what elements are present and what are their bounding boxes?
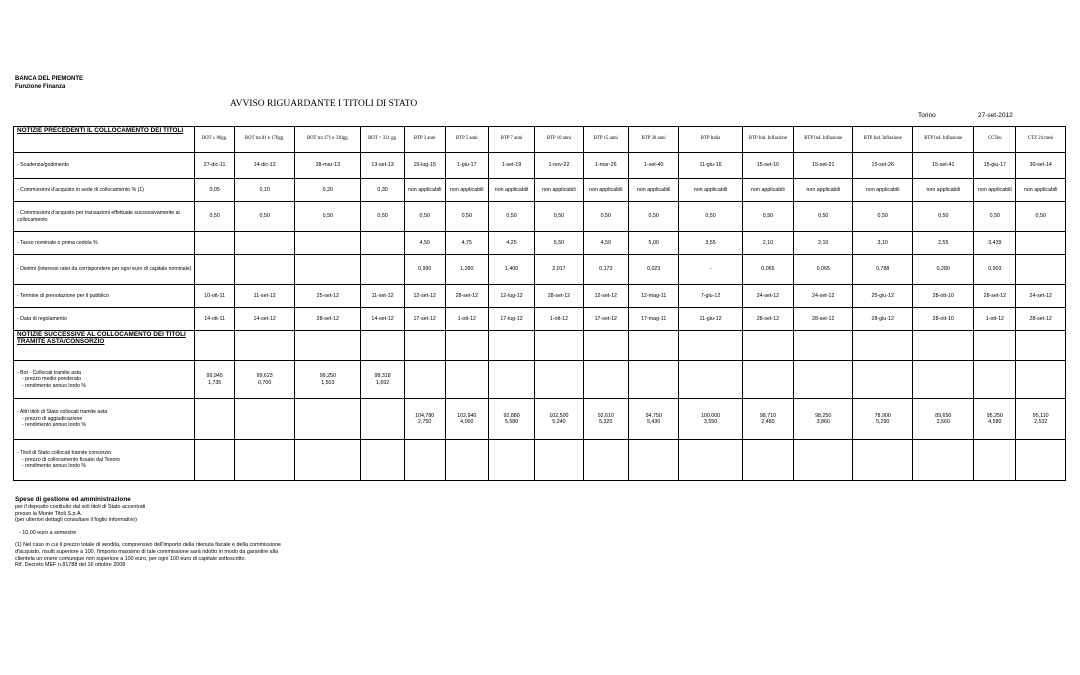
table-cell: 3,439 xyxy=(974,232,1016,255)
table-cell xyxy=(361,232,404,255)
table-cell: 0,50 xyxy=(535,202,583,232)
footnote-line: Rif. Decreto MEF n.81788 del 16 ottobre 2008 xyxy=(15,562,126,569)
table-cell xyxy=(1016,255,1066,285)
yield-value: 2,560 xyxy=(936,419,950,425)
table-cell: 17-lug-12 xyxy=(488,308,534,331)
price-value: 100,000 xyxy=(700,412,721,419)
column-header: BOT ≤ 80gg. xyxy=(195,127,235,153)
table-cell: 15-set-16 xyxy=(742,153,794,179)
table-cell xyxy=(628,331,679,361)
table-cell: 0,990 xyxy=(404,255,445,285)
table-cell: 0,903 xyxy=(974,255,1016,285)
table-cell: 14-set-12 xyxy=(361,308,404,331)
table-cell: 24-set-12 xyxy=(794,285,853,308)
table-cell: 28-set-12 xyxy=(535,285,583,308)
price-value: 95,250 xyxy=(986,412,1003,419)
table-cell xyxy=(404,399,445,440)
table-cell: 12-lug-12 xyxy=(488,285,534,308)
table-cell: 12-mag-11 xyxy=(628,285,679,308)
table-cell xyxy=(583,440,628,481)
yield-value: 5,290 xyxy=(876,419,890,425)
row-label xyxy=(14,361,195,399)
yield-value: 1,735 xyxy=(208,379,222,386)
table-cell xyxy=(235,331,295,361)
price-value: 98,710 xyxy=(759,412,777,419)
table-cell: 1-giu-17 xyxy=(445,153,488,179)
row-label-text: - Titoli di Stato collocati tramite consorzio xyxy=(17,450,111,457)
row-label-text: - Altri titoli di Stato collocati tramite asta xyxy=(17,409,108,416)
row-sublabel: - rendimento annuo lordo % xyxy=(22,382,87,389)
price-value: 99,250 xyxy=(319,373,336,380)
row-label-text: - Bot - Collocati tramite asta xyxy=(17,369,82,376)
table-cell: non applicabili xyxy=(488,179,534,202)
yield-value: 2,480 xyxy=(761,419,775,425)
table-cell: 28-set-12 xyxy=(1016,308,1066,331)
table-cell: 0,50 xyxy=(235,202,295,232)
table-cell: 0,50 xyxy=(628,202,679,232)
table-cell xyxy=(235,440,295,481)
table-cell: 0,10 xyxy=(235,179,295,202)
table-cell: 28-ott-10 xyxy=(913,285,974,308)
table-cell: 24-set-12 xyxy=(742,285,794,308)
table-cell xyxy=(628,399,679,440)
column-header: BTP 15 anni xyxy=(583,127,628,153)
table-cell: 2,55 xyxy=(913,232,974,255)
table-cell xyxy=(488,440,534,481)
row-label: - Data di regolamento xyxy=(14,308,195,331)
table-cell: 0,20 xyxy=(295,179,361,202)
notes-section xyxy=(15,496,375,569)
price-value: 102,500 xyxy=(549,412,569,419)
column-header: BOT tra 81 e 170gg. xyxy=(235,127,295,153)
table-cell: 28-mar-13 xyxy=(295,153,361,179)
table-cell: 30-set-14 xyxy=(1016,153,1066,179)
table-cell: non applicabili xyxy=(794,179,853,202)
column-header: BTP 7 anni xyxy=(488,127,534,153)
table-cell: non applicabili xyxy=(913,179,974,202)
table-cell: non applicabili xyxy=(445,179,488,202)
column-header: CCTeu xyxy=(974,127,1016,153)
column-header: BTP Ind. Inflazione xyxy=(794,127,853,153)
table-cell: 0,023 xyxy=(628,255,679,285)
row-sublabel: - rendimento annuo lordo % xyxy=(22,463,87,470)
table-cell: 0,50 xyxy=(974,202,1016,232)
table-cell xyxy=(974,331,1016,361)
table-cell xyxy=(913,331,974,361)
document-date: 27-set-2012 xyxy=(978,112,1013,119)
table-cell: 28-set-12 xyxy=(794,308,853,331)
table-cell xyxy=(195,255,235,285)
table-cell: non applicabili xyxy=(535,179,583,202)
column-header: BOT > 331 gg. xyxy=(361,127,404,153)
table-cell: 17-set-12 xyxy=(404,308,445,331)
table-cell xyxy=(794,331,853,361)
table-cell xyxy=(535,399,583,440)
table-cell: 17-set-12 xyxy=(583,308,628,331)
row-label: - Termine di prenotazione per il pubblico xyxy=(14,285,195,308)
securities-table xyxy=(13,126,1066,481)
table-cell: 25-set-12 xyxy=(295,285,361,308)
table-cell: 0,05 xyxy=(195,179,235,202)
table-cell xyxy=(1016,331,1066,361)
table-cell xyxy=(361,255,404,285)
column-header: BTP Italia xyxy=(679,127,742,153)
column-header: BTP Ind. Inflazione xyxy=(853,127,913,153)
table-cell: 1-ott-12 xyxy=(535,308,583,331)
table-cell: 1-mar-26 xyxy=(583,153,628,179)
yield-value: 3,550 xyxy=(703,419,718,425)
table-cell: 2,017 xyxy=(535,255,583,285)
management-fee: - 10,00 euro a semestre xyxy=(19,529,77,536)
table-row xyxy=(14,153,1066,179)
table-cell: 12-set-12 xyxy=(404,285,445,308)
price-value: 99,945 xyxy=(206,373,223,380)
table-cell xyxy=(404,331,445,361)
price-value: 102,940 xyxy=(457,412,477,419)
table-cell xyxy=(535,331,583,361)
table-cell: 0,50 xyxy=(488,202,534,232)
table-cell: 15-set-21 xyxy=(794,153,853,179)
table-row xyxy=(14,440,1066,481)
table-cell xyxy=(742,440,794,481)
table-cell xyxy=(295,331,361,361)
price-value: 98,250 xyxy=(815,412,832,419)
place-label: Torino xyxy=(918,112,936,119)
row-label: - Commissioni d'acquisto per transazioni effettuate successivamente al collocamento xyxy=(14,202,195,232)
price-value: 99,623 xyxy=(256,373,273,380)
table-cell xyxy=(535,361,583,399)
table-cell: 28-set-12 xyxy=(742,308,794,331)
table-row xyxy=(14,179,1066,202)
footnote-line: d'acquisto, risulti superiore a 100, l'importo massimo di tale commissione sarà ridotto in modo da garantire alla xyxy=(15,548,279,555)
table-cell: 1-ott-12 xyxy=(974,308,1016,331)
table-cell xyxy=(445,331,488,361)
notes-line: presso la Monte Titoli S.p.A. xyxy=(15,510,83,517)
table-cell: 11-giu-16 xyxy=(679,153,742,179)
table-cell: 14-set-12 xyxy=(235,308,295,331)
column-header: BTP Ind. Inflazione xyxy=(913,127,974,153)
table-cell xyxy=(742,331,794,361)
table-cell: 0,30 xyxy=(361,179,404,202)
table-cell xyxy=(295,399,361,440)
column-header: CTZ 24 mesi xyxy=(1016,127,1066,153)
price-value: 92,610 xyxy=(597,412,614,419)
table-cell xyxy=(195,232,235,255)
table-cell xyxy=(742,361,794,399)
table-cell: 15-lug-15 xyxy=(404,153,445,179)
table-cell: 0,50 xyxy=(1016,202,1066,232)
table-cell: 14-dic-12 xyxy=(235,153,295,179)
table-cell xyxy=(235,255,295,285)
table-cell: 28-set-12 xyxy=(295,308,361,331)
table-cell: 0,50 xyxy=(853,202,913,232)
table-cell xyxy=(628,361,679,399)
yield-value: 2,532 xyxy=(1034,419,1048,425)
table-cell xyxy=(794,440,853,481)
table-cell xyxy=(235,399,295,440)
yield-value: 4,000 xyxy=(460,419,474,425)
section-title: NOTIZIE PRECEDENTI IL COLLOCAMENTO DEI TITOLI xyxy=(14,127,195,153)
yield-value: 3,860 xyxy=(816,419,830,425)
table-row xyxy=(14,361,1066,399)
table-cell xyxy=(853,399,913,440)
table-cell: 14-ott-11 xyxy=(195,308,235,331)
table-cell xyxy=(235,361,295,399)
table-cell: 0,065 xyxy=(742,255,794,285)
price-value: 95,110 xyxy=(1032,412,1049,419)
table-cell: 2,10 xyxy=(742,232,794,255)
column-header: BTP 5 anni xyxy=(445,127,488,153)
table-cell xyxy=(853,440,913,481)
column-header: BTP Ind. Inflazione xyxy=(742,127,794,153)
table-cell: 28-set-12 xyxy=(974,285,1016,308)
price-value: 92,880 xyxy=(503,412,520,419)
table-cell: 0,50 xyxy=(742,202,794,232)
table-cell: 0,50 xyxy=(679,202,742,232)
table-cell: non applicabili xyxy=(974,179,1016,202)
yield-value: 5,240 xyxy=(552,419,566,425)
table-cell: 0,50 xyxy=(195,202,235,232)
table-cell xyxy=(679,361,742,399)
column-header: BTP 10 anni xyxy=(535,127,583,153)
table-cell: 11-set-12 xyxy=(235,285,295,308)
table-cell: 1-set-40 xyxy=(628,153,679,179)
table-cell xyxy=(913,440,974,481)
table-cell: 0,50 xyxy=(445,202,488,232)
table-cell: 4,50 xyxy=(404,232,445,255)
table-cell xyxy=(853,361,913,399)
row-sublabel: - prezzo di aggiudicazione xyxy=(22,415,83,422)
table-cell: non applicabili xyxy=(853,179,913,202)
table-cell xyxy=(488,361,534,399)
table-cell: 0,50 xyxy=(404,202,445,232)
table-cell xyxy=(295,255,361,285)
row-sublabel: - rendimento annuo lordo % xyxy=(22,422,87,429)
yield-value: 2,750 xyxy=(418,419,432,425)
document-title: AVVISO RIGUARDANTE I TITOLI DI STATO xyxy=(230,99,418,109)
table-cell xyxy=(488,399,534,440)
table-cell xyxy=(488,331,534,361)
table-cell xyxy=(1016,399,1066,440)
table-cell: 12-set-12 xyxy=(583,285,628,308)
row-label: - Commissioni d'acquisto in sede di collocamento % (1) xyxy=(14,179,195,202)
table-cell xyxy=(679,331,742,361)
table-header-row xyxy=(14,127,1066,153)
table-cell: 0,50 xyxy=(583,202,628,232)
table-cell xyxy=(794,361,853,399)
table-cell: 5,50 xyxy=(535,232,583,255)
table-cell: 0,173 xyxy=(583,255,628,285)
department-name: Funzione Finanza xyxy=(15,84,66,90)
table-cell xyxy=(794,399,853,440)
row-label: - Dietimi (interessi ratei da corrispondere per ogni euro di capitale nominale) xyxy=(14,255,195,285)
table-cell xyxy=(974,399,1016,440)
table-cell xyxy=(742,399,794,440)
table-cell: 5,00 xyxy=(628,232,679,255)
table-cell xyxy=(679,440,742,481)
table-cell: 15-set-26 xyxy=(853,153,913,179)
table-cell: 0,788 xyxy=(853,255,913,285)
table-cell: 2,10 xyxy=(794,232,853,255)
bank-name: BANCA DEL PIEMONTE xyxy=(15,76,84,82)
yield-value: 4,580 xyxy=(988,419,1002,425)
table-cell: 4,75 xyxy=(445,232,488,255)
price-value: 89,650 xyxy=(935,412,952,419)
table-cell xyxy=(361,331,404,361)
notes-line: per il deposito costituito dal soli titoli di Stato accentrati xyxy=(15,504,146,510)
table-cell xyxy=(1016,361,1066,399)
price-value: 104,780 xyxy=(415,412,435,419)
column-header: BTP 3 anni xyxy=(404,127,445,153)
table-cell xyxy=(913,361,974,399)
table-row xyxy=(14,232,1066,255)
table-cell: 27-dic-11 xyxy=(195,153,235,179)
table-cell: non applicabili xyxy=(404,179,445,202)
table-cell xyxy=(535,440,583,481)
table-row xyxy=(14,285,1066,308)
table-cell: non applicabili xyxy=(583,179,628,202)
row-label xyxy=(14,440,195,481)
table-cell xyxy=(679,399,742,440)
table-cell: non applicabili xyxy=(1016,179,1066,202)
table-cell xyxy=(295,440,361,481)
footnote-line: clientela un onere comunque non superiore a 100 euro, per ogni 100 euro di capitale sottoscritto. xyxy=(15,555,247,562)
table-cell xyxy=(974,361,1016,399)
row-label: - Tasso nominale o prima cedola % xyxy=(14,232,195,255)
table-cell: - xyxy=(679,255,742,285)
table-cell xyxy=(195,331,235,361)
table-cell xyxy=(404,361,445,399)
table-cell xyxy=(1016,440,1066,481)
yield-value: 5,430 xyxy=(647,419,661,425)
price-value: 78,900 xyxy=(874,412,891,419)
table-cell xyxy=(445,440,488,481)
yield-value: 1,503 xyxy=(321,379,335,386)
section-title: NOTIZIE SUCCESSIVE AL COLLOCAMENTO DEI TITOLI TRAMITE ASTA/CONSORZIO xyxy=(14,331,195,361)
table-cell: 11-set-12 xyxy=(361,285,404,308)
table-cell xyxy=(404,440,445,481)
yield-value: 1,692 xyxy=(375,379,390,386)
table-cell xyxy=(628,440,679,481)
table-cell xyxy=(974,440,1016,481)
table-cell xyxy=(195,399,235,440)
table-cell: 1-nov-22 xyxy=(535,153,583,179)
table-cell: 28-set-12 xyxy=(445,285,488,308)
table-cell: 4,50 xyxy=(583,232,628,255)
table-cell: 7-giu-12 xyxy=(679,285,742,308)
table-cell xyxy=(445,361,488,399)
table-cell: 0,50 xyxy=(295,202,361,232)
table-cell: 0,065 xyxy=(794,255,853,285)
table-cell: non applicabili xyxy=(628,179,679,202)
table-cell xyxy=(235,232,295,255)
table-cell: 1-ott-12 xyxy=(445,308,488,331)
footnote-line: (1) Nel caso in cui il prezzo totale di vendita, comprensivo dell'importo della ritenuta fiscale e della commissione xyxy=(15,542,281,549)
table-cell: 24-set-12 xyxy=(1016,285,1066,308)
table-cell: 1-set-19 xyxy=(488,153,534,179)
table-cell: 0,50 xyxy=(794,202,853,232)
table-cell: non applicabili xyxy=(742,179,794,202)
table-cell xyxy=(195,440,235,481)
table-cell: 0,280 xyxy=(913,255,974,285)
table-cell: 4,25 xyxy=(488,232,534,255)
table-cell: 11-giu-12 xyxy=(679,308,742,331)
table-cell: 0,50 xyxy=(361,202,404,232)
table-cell xyxy=(583,361,628,399)
yield-value: 5,580 xyxy=(504,419,519,425)
table-row xyxy=(14,399,1066,440)
section-row xyxy=(14,331,1066,361)
table-cell xyxy=(445,399,488,440)
column-header: BTP 30 anni xyxy=(628,127,679,153)
table-cell xyxy=(295,232,361,255)
table-row xyxy=(14,308,1066,331)
table-cell: 28-giu-12 xyxy=(853,308,913,331)
table-cell xyxy=(361,399,404,440)
table-cell: 3,10 xyxy=(853,232,913,255)
table-cell: 0,50 xyxy=(913,202,974,232)
table-cell: 15-set-41 xyxy=(913,153,974,179)
table-cell: 10-ott-11 xyxy=(195,285,235,308)
yield-value: 5,320 xyxy=(599,419,613,425)
table-row xyxy=(14,202,1066,232)
table-cell xyxy=(361,440,404,481)
table-cell: 3,55 xyxy=(679,232,742,255)
table-cell: 1,400 xyxy=(488,255,534,285)
column-header: BOT tra 171 e 330gg. xyxy=(295,127,361,153)
table-row xyxy=(14,255,1066,285)
table-cell: 17-mag-11 xyxy=(628,308,679,331)
table-cell xyxy=(913,399,974,440)
row-label: - Scadenza/godimento xyxy=(14,153,195,179)
table-cell: non applicabili xyxy=(679,179,742,202)
table-cell xyxy=(1016,232,1066,255)
table-cell: 15-giu-17 xyxy=(974,153,1016,179)
yield-value: 0,700 xyxy=(258,379,272,386)
row-sublabel: - prezzo medio ponderato xyxy=(22,376,82,383)
table-cell: 25-giu-12 xyxy=(853,285,913,308)
row-label xyxy=(14,399,195,440)
table-cell xyxy=(853,331,913,361)
row-sublabel: - prezzo di collocamento fissato dal Tesoro xyxy=(22,456,120,463)
table-cell xyxy=(583,331,628,361)
table-cell xyxy=(361,361,404,399)
table-cell: 1,280 xyxy=(445,255,488,285)
table-cell xyxy=(583,399,628,440)
table-cell: 13-set-13 xyxy=(361,153,404,179)
price-value: 98,318 xyxy=(374,373,391,380)
notes-heading: Spese di gestione ed amministrazione xyxy=(15,496,131,503)
table-cell: 28-ott-10 xyxy=(913,308,974,331)
table-cell xyxy=(295,361,361,399)
notes-line: (per ulteriori dettagli consultare il foglio informativo) xyxy=(15,517,137,524)
price-value: 94,750 xyxy=(645,412,662,419)
table-cell xyxy=(195,361,235,399)
